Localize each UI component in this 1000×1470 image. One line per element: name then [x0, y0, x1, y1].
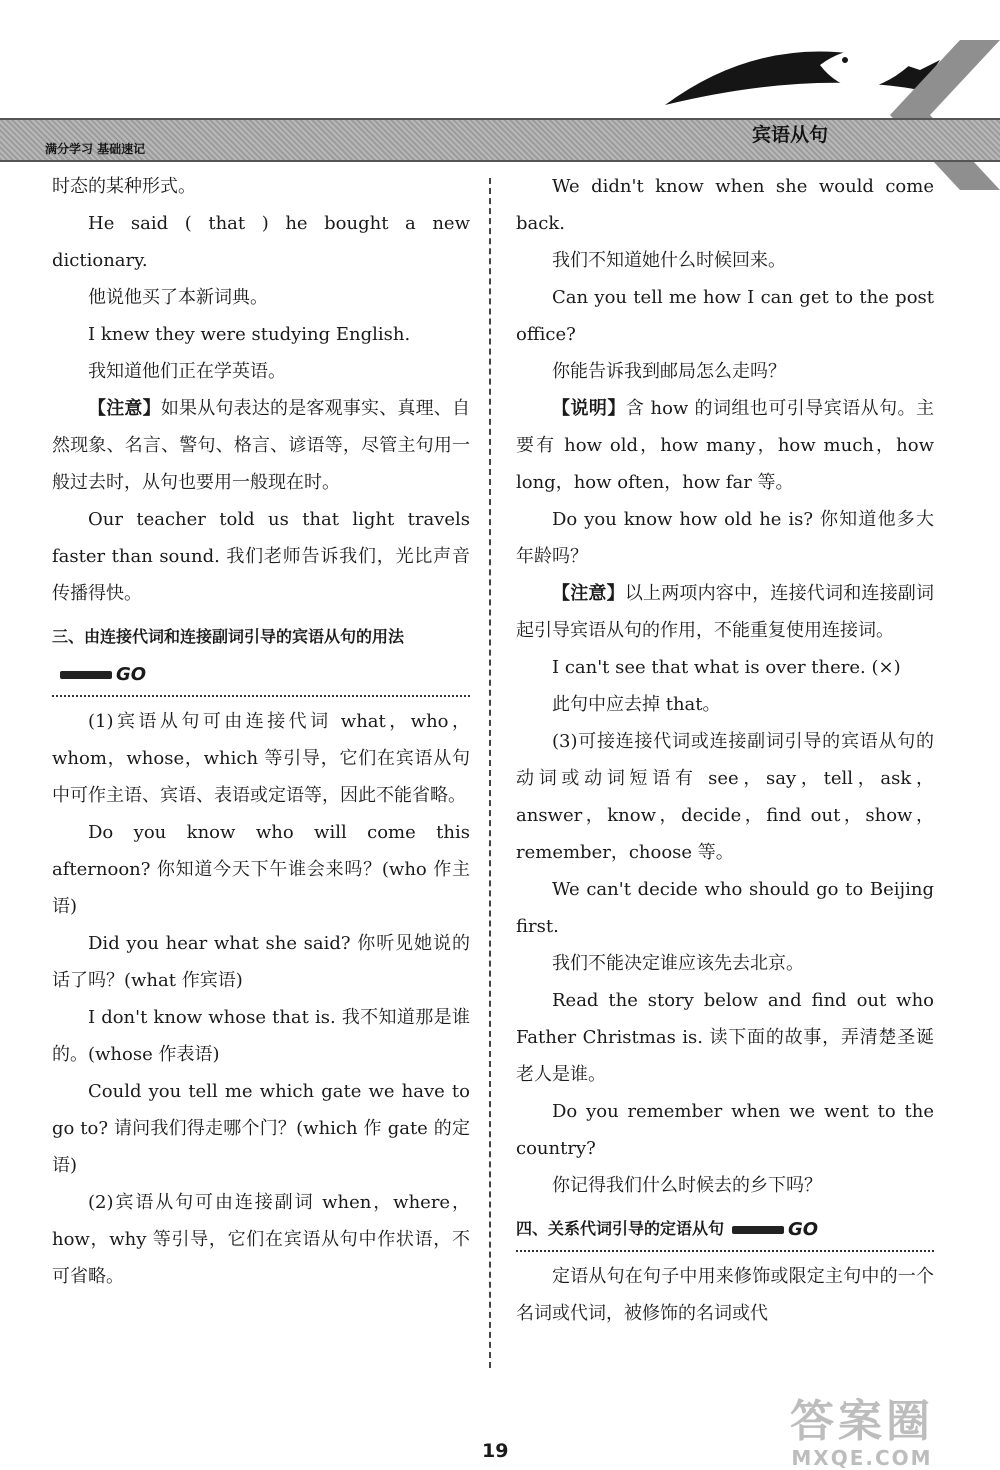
paragraph [516, 353, 934, 390]
paragraph [52, 390, 470, 501]
paragraph-text: (2)宾语从句可由连接副词 when，where，how，why 等引导，它们在宾语从句中作状语，不可省略。 [52, 1192, 470, 1287]
paragraph-text: Read the story below and find out who Father Christmas is. 读下面的故事，弄清楚圣诞老人是谁。 [516, 990, 934, 1085]
paragraph-text: (3)可接连接代词或连接副词引导的宾语从句的动词或动词短语有 see，say，tell，ask，answer，know，decide，find out，show，remember，choose 等。 [516, 731, 934, 863]
go-label: GO [116, 664, 147, 685]
paragraph [516, 501, 934, 575]
paragraph-text: Do you know who will come this afternoon? 你知道今天下午谁会来吗？(who 作主语) [52, 822, 470, 917]
paragraph [516, 1258, 934, 1332]
paragraph-text: Our teacher told us that light travels faster than sound. 我们老师告诉我们，光比声音传播得快。 [52, 509, 470, 604]
paragraph-text: Did you hear what she said? 你听见她说的话了吗？(what 作宾语) [52, 933, 470, 991]
paragraph-text: 含 how 的词组也可引导宾语从句。主要有 how old，how many，how much，how long，how often，how far 等。 [516, 398, 935, 493]
paragraph-text: 我知道他们正在学英语。 [88, 361, 286, 382]
section-title [516, 1210, 934, 1252]
paragraph [516, 575, 934, 649]
paragraph-text: 如果从句表达的是客观事实、真理、自然现象、名言、警句、格言、谚语等，尽管主句用一般过去时，从句也要用一般现在时。 [52, 398, 471, 493]
note-label: 【说明】 [552, 398, 626, 419]
paragraph [52, 999, 470, 1073]
paragraph-text: Do you remember when we went to the country? [516, 1101, 934, 1159]
paragraph-text: I knew they were studying English. [88, 324, 411, 345]
paragraph [52, 501, 470, 612]
paragraph-text: 你能告诉我到邮局怎么走吗？ [552, 361, 786, 382]
note-label: 【注意】 [88, 398, 161, 419]
paragraph-text: 他说他买了本新词典。 [88, 287, 268, 308]
paragraph [516, 242, 934, 279]
note-label: 【注意】 [552, 583, 625, 604]
watermark [790, 1396, 934, 1470]
paragraph [516, 168, 934, 242]
paragraph [52, 1184, 470, 1295]
paragraph [52, 279, 470, 316]
header-chapter-title: 宾语从句 [752, 124, 829, 146]
paragraph-text: 以上两项内容中，连接代词和连接副词起引导宾语从句的作用，不能重复使用连接词。 [516, 583, 935, 641]
paragraph-text: We can't decide who should go to Beijing first. [516, 879, 934, 937]
section-title-text: 四、关系代词引导的定语从句 [516, 1219, 725, 1238]
right-column [516, 168, 934, 1332]
go-bar-icon [732, 1226, 784, 1234]
paragraph-text: 时态的某种形式。 [52, 176, 196, 197]
paragraph-text: I don't know whose that is. 我不知道那是谁的。(whose 作表语) [52, 1007, 470, 1065]
paragraph-text: He said ( that ) he bought a new dictionary. [52, 213, 470, 271]
paragraph [516, 871, 934, 945]
paragraph-text: Do you know how old he is? 你知道他多大年龄吗？ [516, 509, 934, 567]
header-series-title: 满分学习 基础速记 [45, 142, 146, 156]
paragraph-text: Can you tell me how I can get to the post office? [516, 287, 934, 345]
paragraph [516, 279, 934, 353]
paragraph [52, 814, 470, 925]
paragraph-text: 定语从句在句子中用来修饰或限定主句中的一个名词或代词，被修饰的名词或代 [516, 1266, 934, 1324]
page-number: 19 [482, 1440, 509, 1462]
paragraph [516, 723, 934, 871]
paragraph-text: 我们不能决定谁应该先去北京。 [552, 953, 804, 974]
paragraph [52, 205, 470, 279]
paragraph [52, 1073, 470, 1184]
paragraph [52, 925, 470, 999]
paragraph [516, 982, 934, 1093]
left-column [52, 168, 470, 1295]
watermark-url: MXQE.COM [791, 1446, 933, 1470]
section-title [52, 618, 470, 697]
paragraph-text: 你记得我们什么时候去的乡下吗？ [552, 1175, 822, 1196]
column-divider [489, 178, 491, 1368]
paragraph-text: 我们不知道她什么时候回来。 [552, 250, 786, 271]
section-title-text: 三、由连接代词和连接副词引导的宾语从句的用法 [52, 627, 405, 646]
paragraph-text: Could you tell me which gate we have to go to? 请问我们得走哪个门？(which 作 gate 的定语) [52, 1081, 470, 1176]
paragraph [52, 168, 470, 205]
paragraph-text: 此句中应去掉 that。 [552, 694, 721, 715]
paragraph [52, 353, 470, 390]
paragraph [516, 649, 934, 686]
watermark-logo: 答案圈 [790, 1396, 934, 1447]
paragraph [516, 1167, 934, 1204]
go-arrow-icon [732, 1211, 818, 1248]
paragraph [516, 390, 934, 501]
paragraph [516, 1093, 934, 1167]
go-arrow-icon [60, 656, 146, 693]
paragraph [52, 703, 470, 814]
paragraph [516, 686, 934, 723]
paragraph-text: I can't see that what is over there. (×) [552, 657, 901, 678]
paragraph [52, 316, 470, 353]
paragraph-text: (1)宾语从句可由连接代词 what，who，whom，whose，which 等引导，它们在宾语从句中可作主语、宾语、表语或定语等，因此不能省略。 [52, 711, 470, 806]
header-band [0, 118, 1000, 162]
paragraph-text: We didn't know when she would come back. [516, 176, 934, 234]
go-bar-icon [60, 671, 112, 679]
go-label: GO [788, 1219, 819, 1240]
paragraph [516, 945, 934, 982]
